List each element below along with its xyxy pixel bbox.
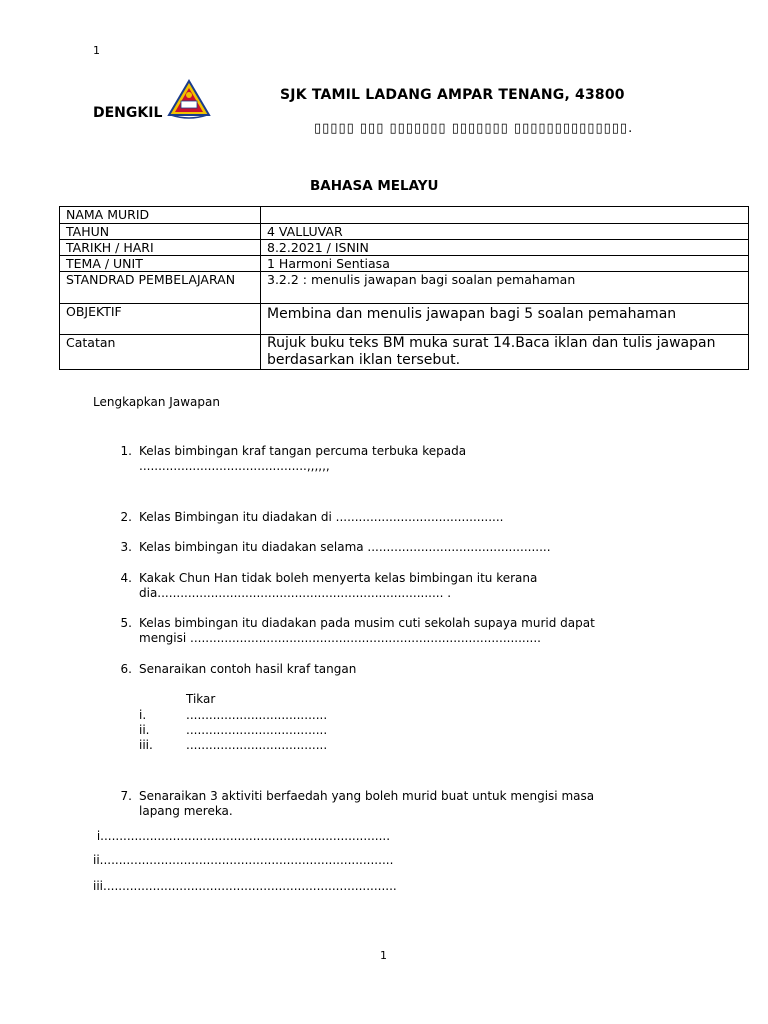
tamil-motto: ▯▯▯▯▯ ▯▯▯ ▯▯▯▯▯▯▯ ▯▯▯▯▯▯▯ ▯▯▯▯▯▯▯▯▯▯▯▯▯▯. (314, 121, 634, 136)
row-value: Rujuk buku teks BM muka surat 14.Baca iklan dan tulis jawapan berdasarkan iklan tersebut. (261, 335, 749, 370)
question-number: 5. (120, 616, 132, 630)
q6-answer-blank[interactable]: ..................................... (186, 723, 328, 737)
row-value: 1 Harmoni Sentiasa (261, 256, 749, 272)
header-page-number: 1 (93, 44, 100, 57)
row-value: 8.2.2021 / ISNIN (261, 240, 749, 256)
question-text-continued: lapang mereka. (139, 804, 233, 818)
q6-item-roman: iii. (139, 738, 153, 752)
row-value: Membina dan menulis jawapan bagi 5 soalan pemahaman (261, 304, 749, 335)
table-row (60, 240, 749, 256)
row-label: OBJEKTIF (60, 304, 261, 335)
row-label: TAHUN (60, 224, 261, 240)
question-text[interactable]: Kelas bimbingan itu diadakan selama ................................................ (139, 540, 551, 554)
table-row (60, 335, 749, 370)
instruction-text: Lengkapkan Jawapan (93, 395, 220, 409)
question-number: 6. (120, 662, 132, 676)
question-number: 7. (120, 789, 132, 803)
row-label: STANDRAD PEMBELAJARAN (60, 272, 261, 304)
answer-blank[interactable]: dia........................................................................... . (139, 586, 452, 600)
q6-answer-blank[interactable]: ..................................... (186, 708, 328, 722)
q7-answer-blank[interactable]: iii............................................................................. (93, 879, 397, 893)
row-value: 4 VALLUVAR (261, 224, 749, 240)
school-town: DENGKIL (93, 105, 163, 121)
answer-blank[interactable]: mengisi ............................................................................................ (139, 631, 541, 645)
q7-answer-blank[interactable]: i............................................................................ (93, 829, 391, 843)
question-text: Kelas bimbingan kraf tangan percuma terbuka kepada (139, 444, 467, 458)
row-label: Catatan (60, 335, 261, 370)
question-text: Senaraikan contoh hasil kraf tangan (139, 662, 357, 676)
school-crest-icon (166, 79, 212, 119)
question-text: Senaraikan 3 aktiviti berfaedah yang boleh murid buat untuk mengisi masa (139, 789, 595, 803)
table-row (60, 224, 749, 240)
student-name-field[interactable] (261, 207, 749, 224)
question-number: 3. (120, 540, 132, 554)
q6-answer-blank[interactable]: ..................................... (186, 738, 328, 752)
subject-title: BAHASA MELAYU (310, 178, 439, 194)
answer-blank[interactable]: ............................................,,,,,, (139, 459, 330, 473)
footer-page-number: 1 (380, 949, 387, 962)
row-value: 3.2.2 : menulis jawapan bagi soalan pemahaman (261, 272, 749, 304)
table-row (60, 304, 749, 335)
question-number: 4. (120, 571, 132, 585)
row-label: TARIKH / HARI (60, 240, 261, 256)
q6-item-roman: ii. (139, 723, 150, 737)
q7-answer-blank[interactable]: ii............................................................................. (93, 853, 394, 867)
question-number: 2. (120, 510, 132, 524)
student-info-table (59, 206, 749, 370)
table-row (60, 272, 749, 304)
row-label: TEMA / UNIT (60, 256, 261, 272)
table-row (60, 256, 749, 272)
question-text: Kelas bimbingan itu diadakan pada musim cuti sekolah supaya murid dapat (139, 616, 595, 630)
q6-item-roman: i. (139, 708, 147, 722)
table-row (60, 207, 749, 224)
q6-example: Tikar (186, 692, 216, 706)
row-label: NAMA MURID (60, 207, 261, 224)
school-name: SJK TAMIL LADANG AMPAR TENANG, 43800 (280, 87, 625, 103)
question-text[interactable]: Kelas Bimbingan itu diadakan di ............................................ (139, 510, 504, 524)
question-number: 1. (120, 444, 132, 458)
question-text: Kakak Chun Han tidak boleh menyerta kelas bimbingan itu kerana (139, 571, 538, 585)
